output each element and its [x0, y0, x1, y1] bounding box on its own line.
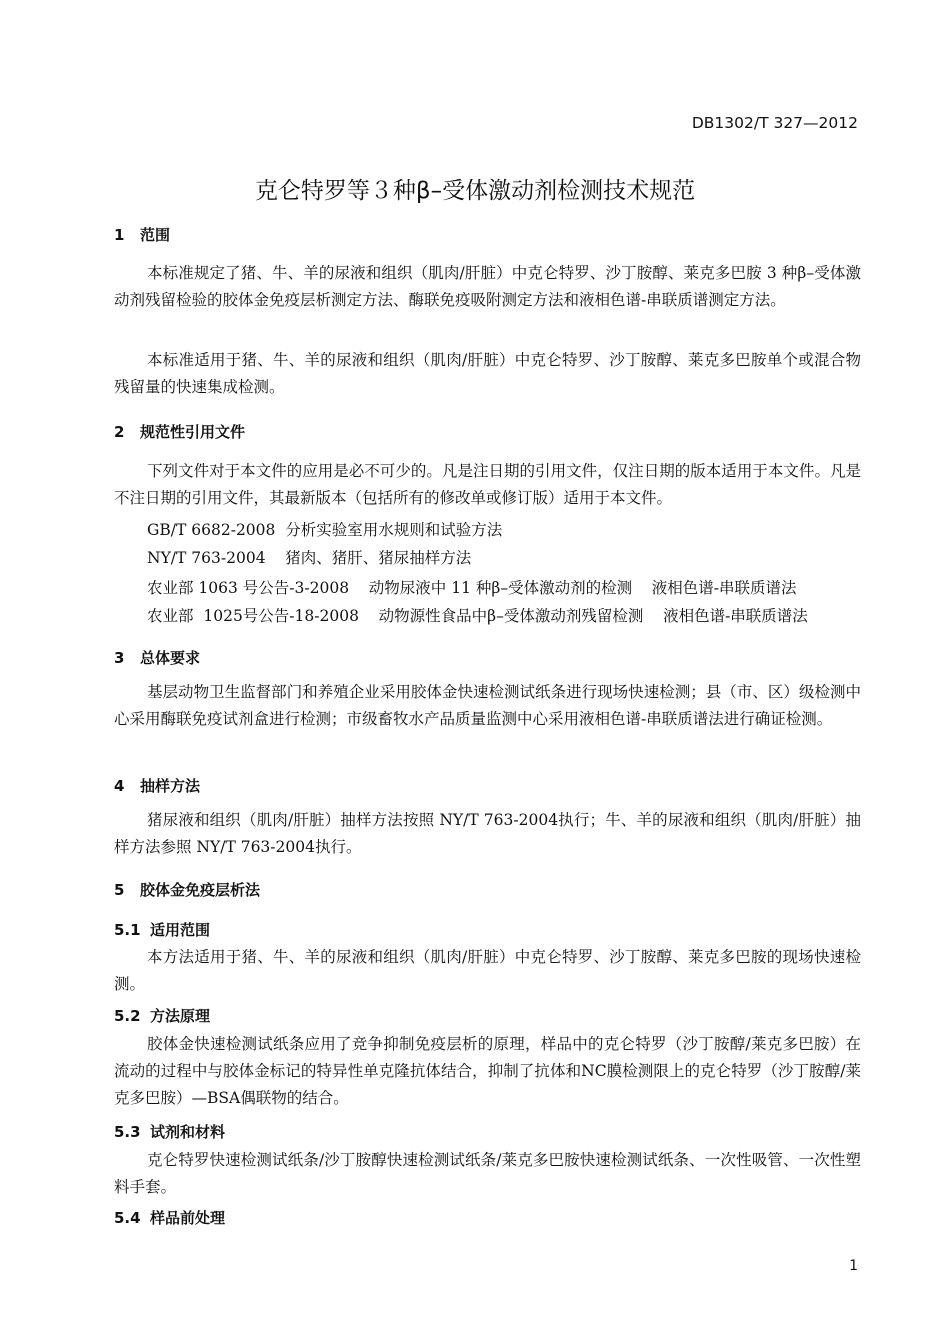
reference-item: 农业部 1063 号公告-3-2008 动物尿液中 11 种β–受体激动剂的检测 液相色谱-串联质谱法 — [147, 579, 797, 597]
section-2-heading — [114, 421, 245, 442]
section-5-heading — [114, 879, 260, 900]
reference-item: 农业部 1025号公告-18-2008 动物源性食品中β–受体激动剂残留检测 液相色谱-串联质谱法 — [147, 607, 808, 625]
section-1-paragraph-1: 本标准规定了猪、牛、羊的尿液和组织（肌肉/肝脏）中克仑特罗、沙丁胺醇、莱克多巴胺 3 种β–受体激动剂残留检验的胶体金免疫层析测定方法、酶联免疫吸附测定方法和液相色谱-串联质谱测定方法。 — [114, 264, 861, 309]
section-title: 总体要求 — [140, 649, 201, 667]
section-number: 1 — [114, 226, 125, 244]
document-code: DB1302/T 327—2012 — [691, 114, 858, 132]
section-title: 规范性引用文件 — [140, 423, 246, 441]
subsection-5-2-heading — [114, 1005, 210, 1026]
section-number: 3 — [114, 649, 125, 667]
section-title: 抽样方法 — [140, 777, 201, 795]
subsection-number: 5.3 — [114, 1123, 141, 1141]
subsection-number: 5.4 — [114, 1209, 141, 1227]
subsection-number: 5.1 — [114, 921, 141, 939]
reference-item: NY/T 763-2004 猪肉、猪肝、猪尿抽样方法 — [147, 549, 472, 567]
subsection-5-2-paragraph: 胶体金快速检测试纸条应用了竞争抑制免疫层析的原理，样品中的克仑特罗（沙丁胺醇/莱克多巴胺）在流动的过程中与胶体金标记的特异性单克隆抗体结合，抑制了抗体和NC膜检测限上的克仑特罗（沙丁胺醇/莱克多巴胺）—BSA偶联物的结合。 — [114, 1035, 861, 1107]
subsection-title: 样品前处理 — [150, 1209, 226, 1227]
subsection-5-3-heading — [114, 1121, 225, 1142]
section-1-paragraph-2: 本标准适用于猪、牛、羊的尿液和组织（肌肉/肝脏）中克仑特罗、沙丁胺醇、莱克多巴胺单个或混合物残留量的快速集成检测。 — [114, 351, 861, 396]
section-number: 4 — [114, 777, 125, 795]
section-3-paragraph-1: 基层动物卫生监督部门和养殖企业采用胶体金快速检测试纸条进行现场快速检测；县（市、区）级检测中心采用酶联免疫试剂盒进行检测；市级畜牧水产品质量监测中心采用液相色谱-串联质谱法进行确证检测。 — [114, 683, 861, 728]
subsection-title: 方法原理 — [150, 1007, 211, 1025]
section-4-paragraph-1: 猪尿液和组织（肌肉/肝脏）抽样方法按照 NY/T 763-2004执行；牛、羊的尿液和组织（肌肉/肝脏）抽样方法参照 NY/T 763-2004执行。 — [114, 811, 861, 856]
document-title: 克仑特罗等３种β–受体激动剂检测技术规范 — [254, 178, 696, 204]
subsection-title: 试剂和材料 — [150, 1123, 226, 1141]
subsection-5-1-heading — [114, 919, 210, 940]
section-3-heading — [114, 647, 200, 668]
subsection-5-3-paragraph: 克仑特罗快速检测试纸条/沙丁胺醇快速检测试纸条/莱克多巴胺快速检测试纸条、一次性吸管、一次性塑料手套。 — [114, 1151, 861, 1196]
page-number: 1 — [849, 1258, 858, 1274]
section-1-heading — [114, 224, 170, 245]
subsection-title: 适用范围 — [150, 921, 211, 939]
subsection-5-1-paragraph: 本方法适用于猪、牛、羊的尿液和组织（肌肉/肝脏）中克仑特罗、沙丁胺醇、莱克多巴胺的现场快速检测。 — [114, 948, 861, 993]
subsection-number: 5.2 — [114, 1007, 141, 1025]
section-title: 胶体金免疫层析法 — [140, 881, 261, 899]
subsection-5-4-heading — [114, 1207, 225, 1228]
section-2-paragraph-1: 下列文件对于本文件的应用是必不可少的。凡是注日期的引用文件，仅注日期的版本适用于本文件。凡是不注日期的引用文件，其最新版本（包括所有的修改单或修订版）适用于本文件。 — [114, 462, 861, 507]
section-4-heading — [114, 775, 200, 796]
section-number: 2 — [114, 423, 125, 441]
section-title: 范围 — [140, 226, 171, 244]
section-number: 5 — [114, 881, 125, 899]
reference-item: GB/T 6682-2008 分析实验室用水规则和试验方法 — [147, 521, 503, 539]
